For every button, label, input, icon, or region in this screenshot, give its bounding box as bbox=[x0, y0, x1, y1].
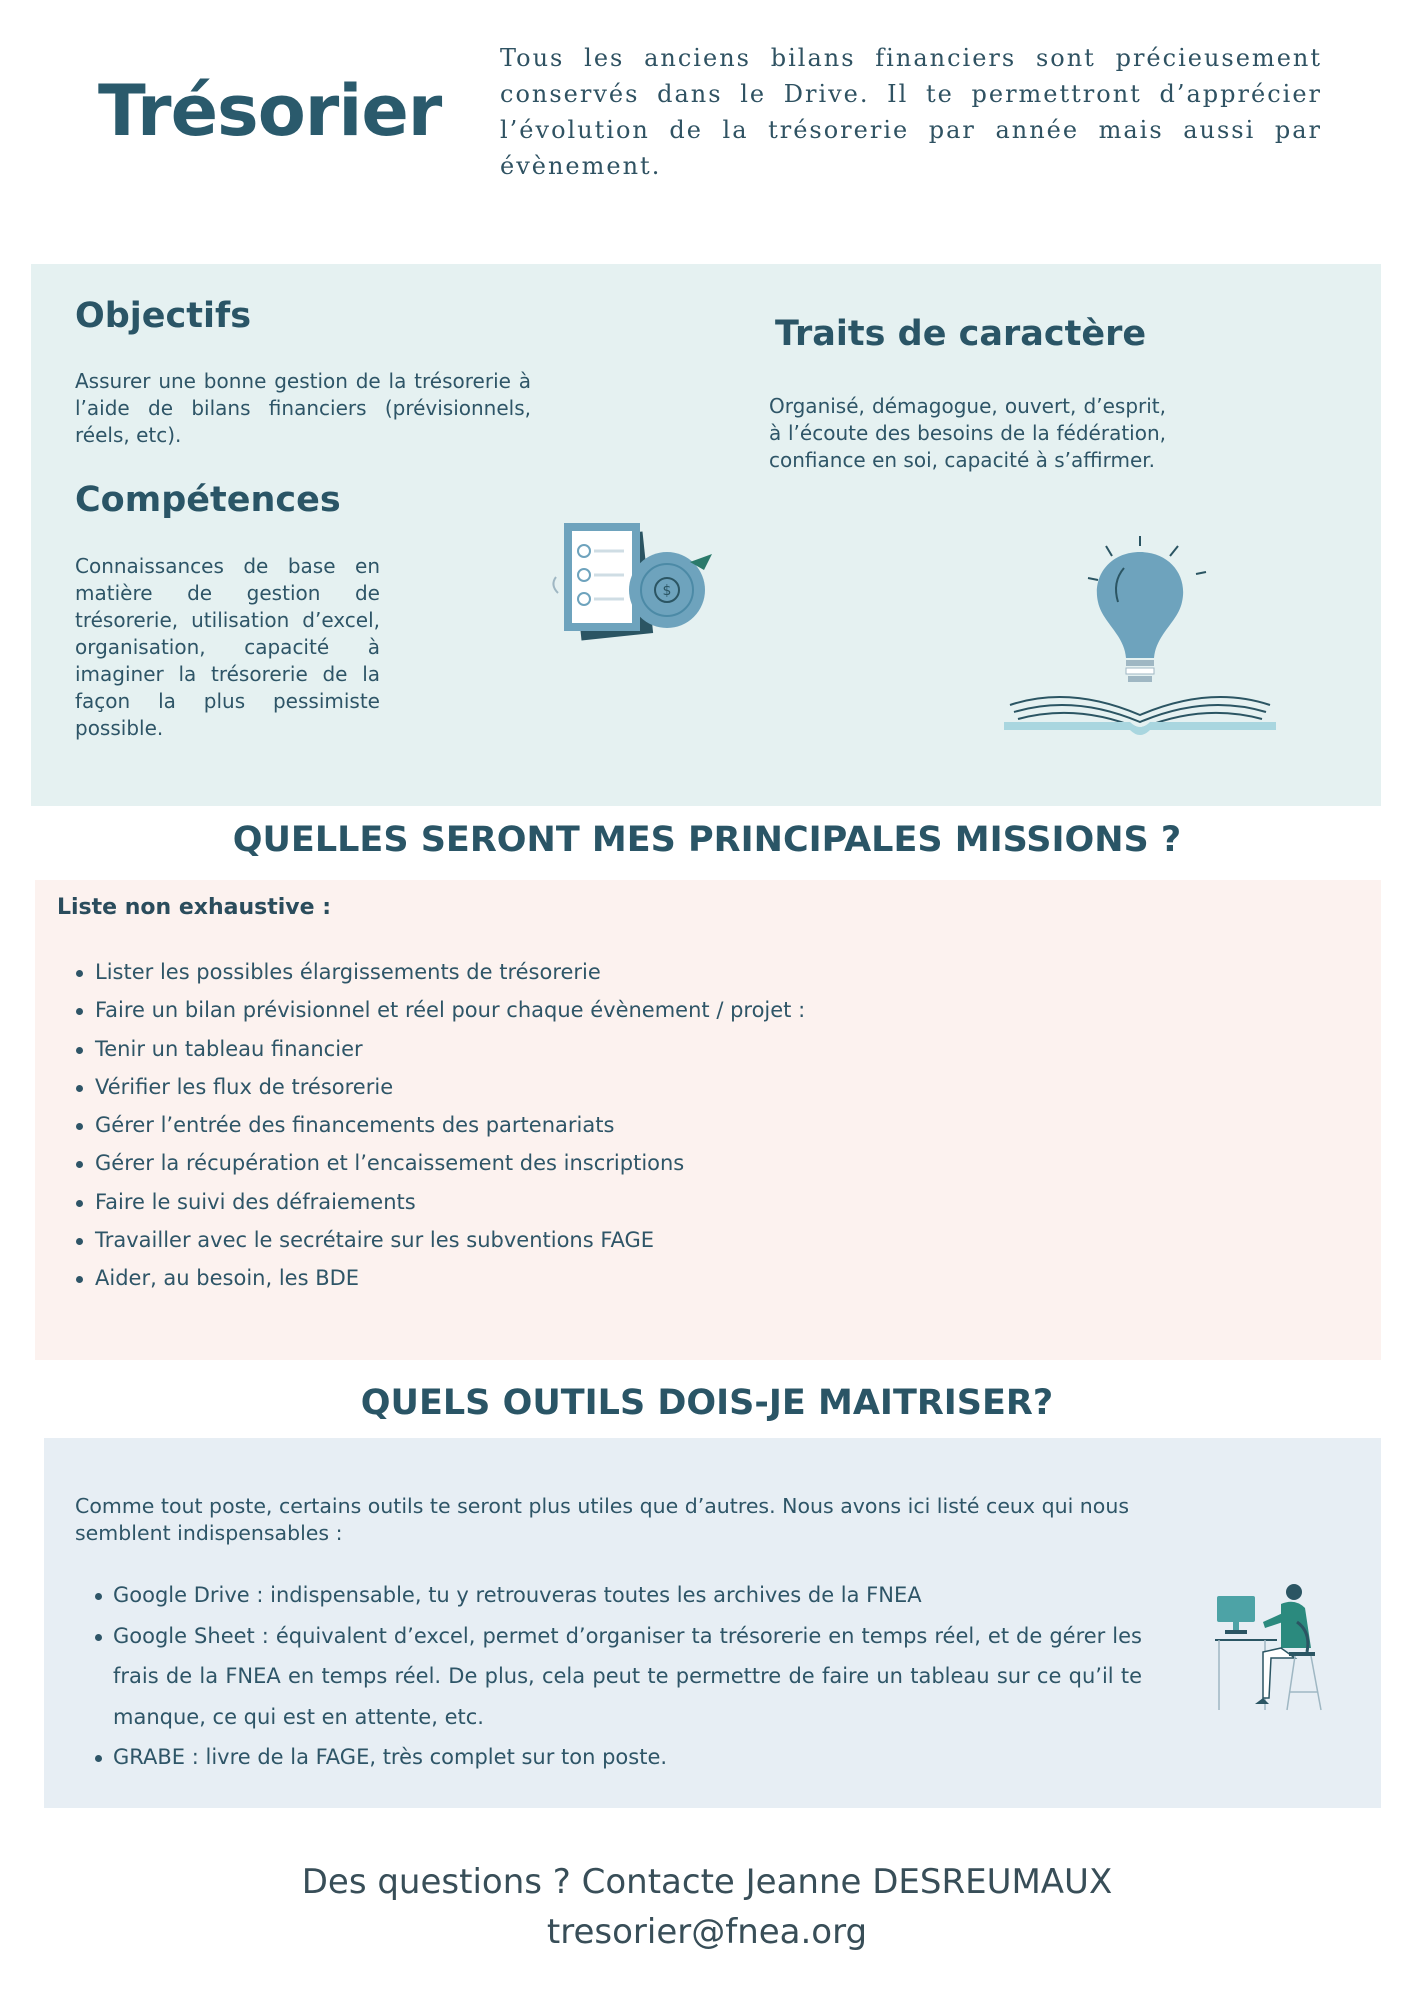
list-item: Lister les possibles élargissements de trésorerie bbox=[72, 953, 972, 991]
tools-list bbox=[92, 1575, 1142, 1778]
list-item: Gérer la récupération et l’encaissement des inscriptions bbox=[72, 1144, 972, 1182]
objectifs-title: Objectifs bbox=[75, 296, 252, 336]
tools-title: QUELS OUTILS DOIS-JE MAITRISER? bbox=[360, 1383, 1054, 1423]
list-item: GRABE : livre de la FAGE, très complet sur ton poste. bbox=[92, 1737, 1142, 1778]
missions-list bbox=[72, 953, 972, 1298]
intro-text: Tous les anciens bilans financiers sont précieusement conservés dans le Drive. Il te permettront d’apprécier l’évolution de la trésorerie par année mais aussi par évènement. bbox=[500, 44, 1322, 180]
list-item: Travailler avec le secrétaire sur les subventions FAGE bbox=[72, 1221, 972, 1259]
checklist-coin-icon bbox=[550, 515, 730, 665]
objectifs-text: Assurer une bonne gestion de la trésorerie à l’aide de bilans financiers (prévisionnels, réels, etc). bbox=[75, 369, 531, 447]
list-item: Gérer l’entrée des financements des partenariats bbox=[72, 1106, 972, 1144]
tools-intro: Comme tout poste, certains outils te seront plus utiles que d’autres. Nous avons ici listé ceux qui nous semblent indispensables : bbox=[75, 1494, 1129, 1545]
person-computer-icon bbox=[1215, 1582, 1335, 1712]
list-item: Google Sheet : équivalent d’excel, permet d’organiser ta trésorerie en temps réel, et de gérer les frais de la FNEA en temps réel. De plus, cela peut te permettre de faire un tableau sur ce qu’il te manque, ce qui est en attente, etc. bbox=[92, 1616, 1142, 1738]
competences-text: Connaissances de base en matière de gestion de trésorerie, utilisation d’excel, organisation, capacité à imaginer la trésorerie de la façon la plus pessimiste possible. bbox=[75, 554, 380, 740]
list-item: Faire le suivi des défraiements bbox=[72, 1183, 972, 1221]
list-item: Faire un bilan prévisionnel et réel pour chaque évènement / projet : bbox=[72, 991, 972, 1029]
missions-subtitle: Liste non exhaustive : bbox=[57, 895, 332, 920]
list-item: Vérifier les flux de trésorerie bbox=[72, 1068, 972, 1106]
svg-text:$: $ bbox=[662, 583, 672, 599]
traits-text: Organisé, démagogue, ouvert, d’esprit, à l’écoute des besoins de la fédération, confiance en soi, capacité à s’affirmer. bbox=[769, 394, 1166, 472]
list-item: Tenir un tableau financier bbox=[72, 1030, 972, 1068]
list-item: Aider, au besoin, les BDE bbox=[72, 1259, 972, 1297]
page-title: Trésorier bbox=[98, 70, 442, 152]
competences-title: Compétences bbox=[75, 480, 341, 520]
footer-contact: Des questions ? Contacte Jeanne DESREUMAUX bbox=[301, 1862, 1113, 1902]
traits-title: Traits de caractère bbox=[775, 314, 1147, 354]
missions-title: QUELLES SERONT MES PRINCIPALES MISSIONS ? bbox=[232, 820, 1182, 860]
lightbulb-book-icon bbox=[1000, 530, 1280, 740]
footer-email[interactable]: tresorier@fnea.org bbox=[546, 1912, 868, 1952]
list-item: Google Drive : indispensable, tu y retrouveras toutes les archives de la FNEA bbox=[92, 1575, 1142, 1616]
